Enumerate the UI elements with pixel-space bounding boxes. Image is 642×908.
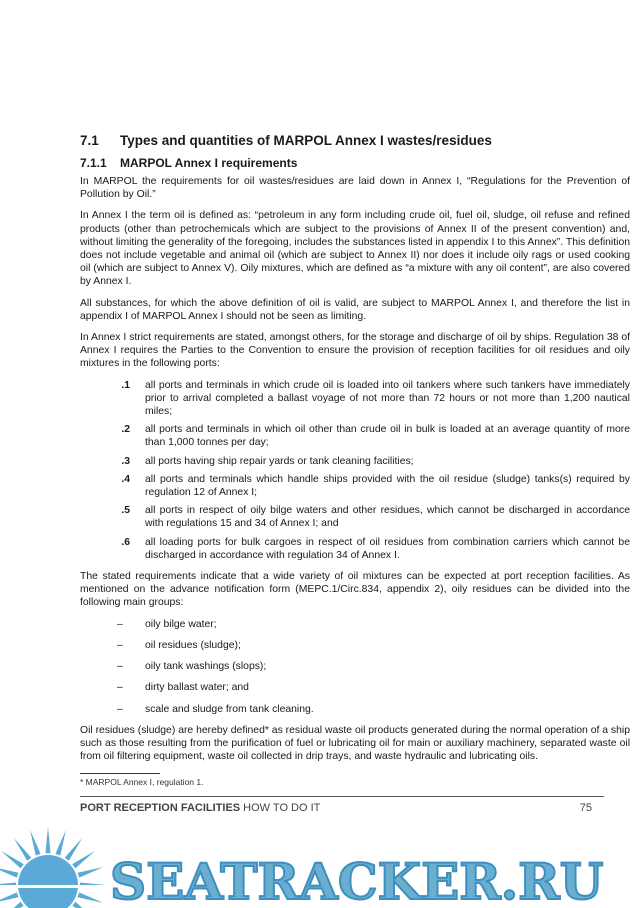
paragraph: All substances, for which the above definition of oil is valid, are subject to MARPOL Annex I, and therefore the list in appendix I of MARPOL Annex I should not be seen as limiting. — [80, 297, 630, 322]
dash-list-item: – oily tank washings (slops); — [117, 661, 267, 673]
paragraph: Oil residues (sludge) are hereby defined* as residual waste oil products generated during the normal operation of a ship such as those resulting from the purification of fuel or lubricating oil for main or auxiliary machinery, separated waste oil from oil filtering equipment, waste oil collected in drip trays, and waste hydraulic and lubricating oils. — [80, 724, 630, 763]
sun-logo-icon — [0, 815, 110, 908]
watermark: SEATRACKER.RU — [110, 852, 604, 908]
dash-list-item: – oily bilge water; — [117, 618, 217, 630]
footnote-rule — [80, 773, 160, 774]
list-item: .5 all ports in respect of oily bilge waters and other residues, which cannot be discharged in accordance with regulations 15 and 34 of Annex I; and — [121, 505, 630, 530]
sun-ray — [1, 851, 24, 868]
footer-title: PORT RECEPTION FACILITIES HOW TO DO IT — [80, 802, 321, 815]
list-item: .2 all ports and terminals in which oil other than crude oil in bulk is loaded at an average quantity of more than 1,000 tonnes per day; — [121, 424, 630, 449]
sun-ray — [14, 838, 31, 861]
page-number: 75 — [579, 802, 592, 815]
paragraph: The stated requirements indicate that a wide variety of oil mixtures can be expected at port reception facilities. As mentioned on the advance notification form (MEPC.1/Circ.834, appendix 2), oily residues can be divided into the following main groups: — [80, 571, 630, 609]
list-item: .4 all ports and terminals which handle ships provided with the oil residue (sludge) tanks(s) required by regulation 12 of Annex I; — [121, 473, 630, 499]
list-item: .6 all loading ports for bulk cargoes in respect of oil residues from combination carriers which cannot be discharged in accordance with regulation 34 of Annex I. — [121, 536, 630, 561]
sun-ray — [0, 867, 18, 877]
subsection-heading: 7.1.1 MARPOL Annex I requirements — [80, 156, 298, 170]
dash-list-item: – oil residues (sludge); — [117, 639, 241, 651]
sun-ray — [72, 851, 95, 868]
section-heading: 7.1 Types and quantities of MARPOL Annex I wastes/residues — [80, 133, 492, 148]
sun-ray — [72, 902, 95, 908]
list-item: .3 all ports having ship repair yards or tank cleaning facilities; — [121, 455, 414, 467]
sun-ray — [78, 867, 104, 877]
footer — [80, 796, 604, 816]
sun-ray — [55, 830, 65, 856]
sun-ray — [78, 892, 104, 902]
sun-ray — [0, 892, 18, 902]
paragraph: In Annex I the term oil is defined as: “petroleum in any form including crude oil, fuel oil, sludge, oil refuse and refined products (other than petrochemicals which are subject to the provisions of Annex II of the present convention) and, without limiting the generality of the foregoing, includes the substances listed in appendix I to this Annex”. This definition does not include vegetable and animal oil (which are subject to Annex II) nor does it include oily rags or used cooking oil (which are subject to Annex V). Oily mixtures, which are defined as “a mixture with any oil content”, are also covered by Annex I. — [80, 210, 630, 288]
footnote: * MARPOL Annex I, regulation 1. — [80, 777, 204, 788]
sun-ray — [45, 827, 50, 853]
sun-ray — [1, 902, 24, 908]
dash-list-item: – dirty ballast water; and — [117, 682, 249, 694]
list-item: .1 all ports and terminals in which crude oil is loaded into oil tankers where such tankers have immediately prior to arrival completed a ballast voyage of not more than 72 hours or not more than 1,200 nautical miles; — [121, 379, 630, 418]
sun-ray — [30, 830, 40, 856]
dash-list-item: – scale and sludge from tank cleaning. — [117, 703, 314, 715]
paragraph: In MARPOL the requirements for oil wastes/residues are laid down in Annex I, “Regulations for the Prevention of Pollution by Oil.” — [80, 176, 630, 201]
page-content — [80, 132, 630, 816]
paragraph: In Annex I strict requirements are stated, amongst others, for the storage and discharge of oil by ships. Regulation 38 of Annex I requires the Parties to the Convention to ensure the provision of reception facilities for oil residues and oily mixtures in the following ports: — [80, 332, 630, 370]
sun-ray — [65, 838, 82, 861]
